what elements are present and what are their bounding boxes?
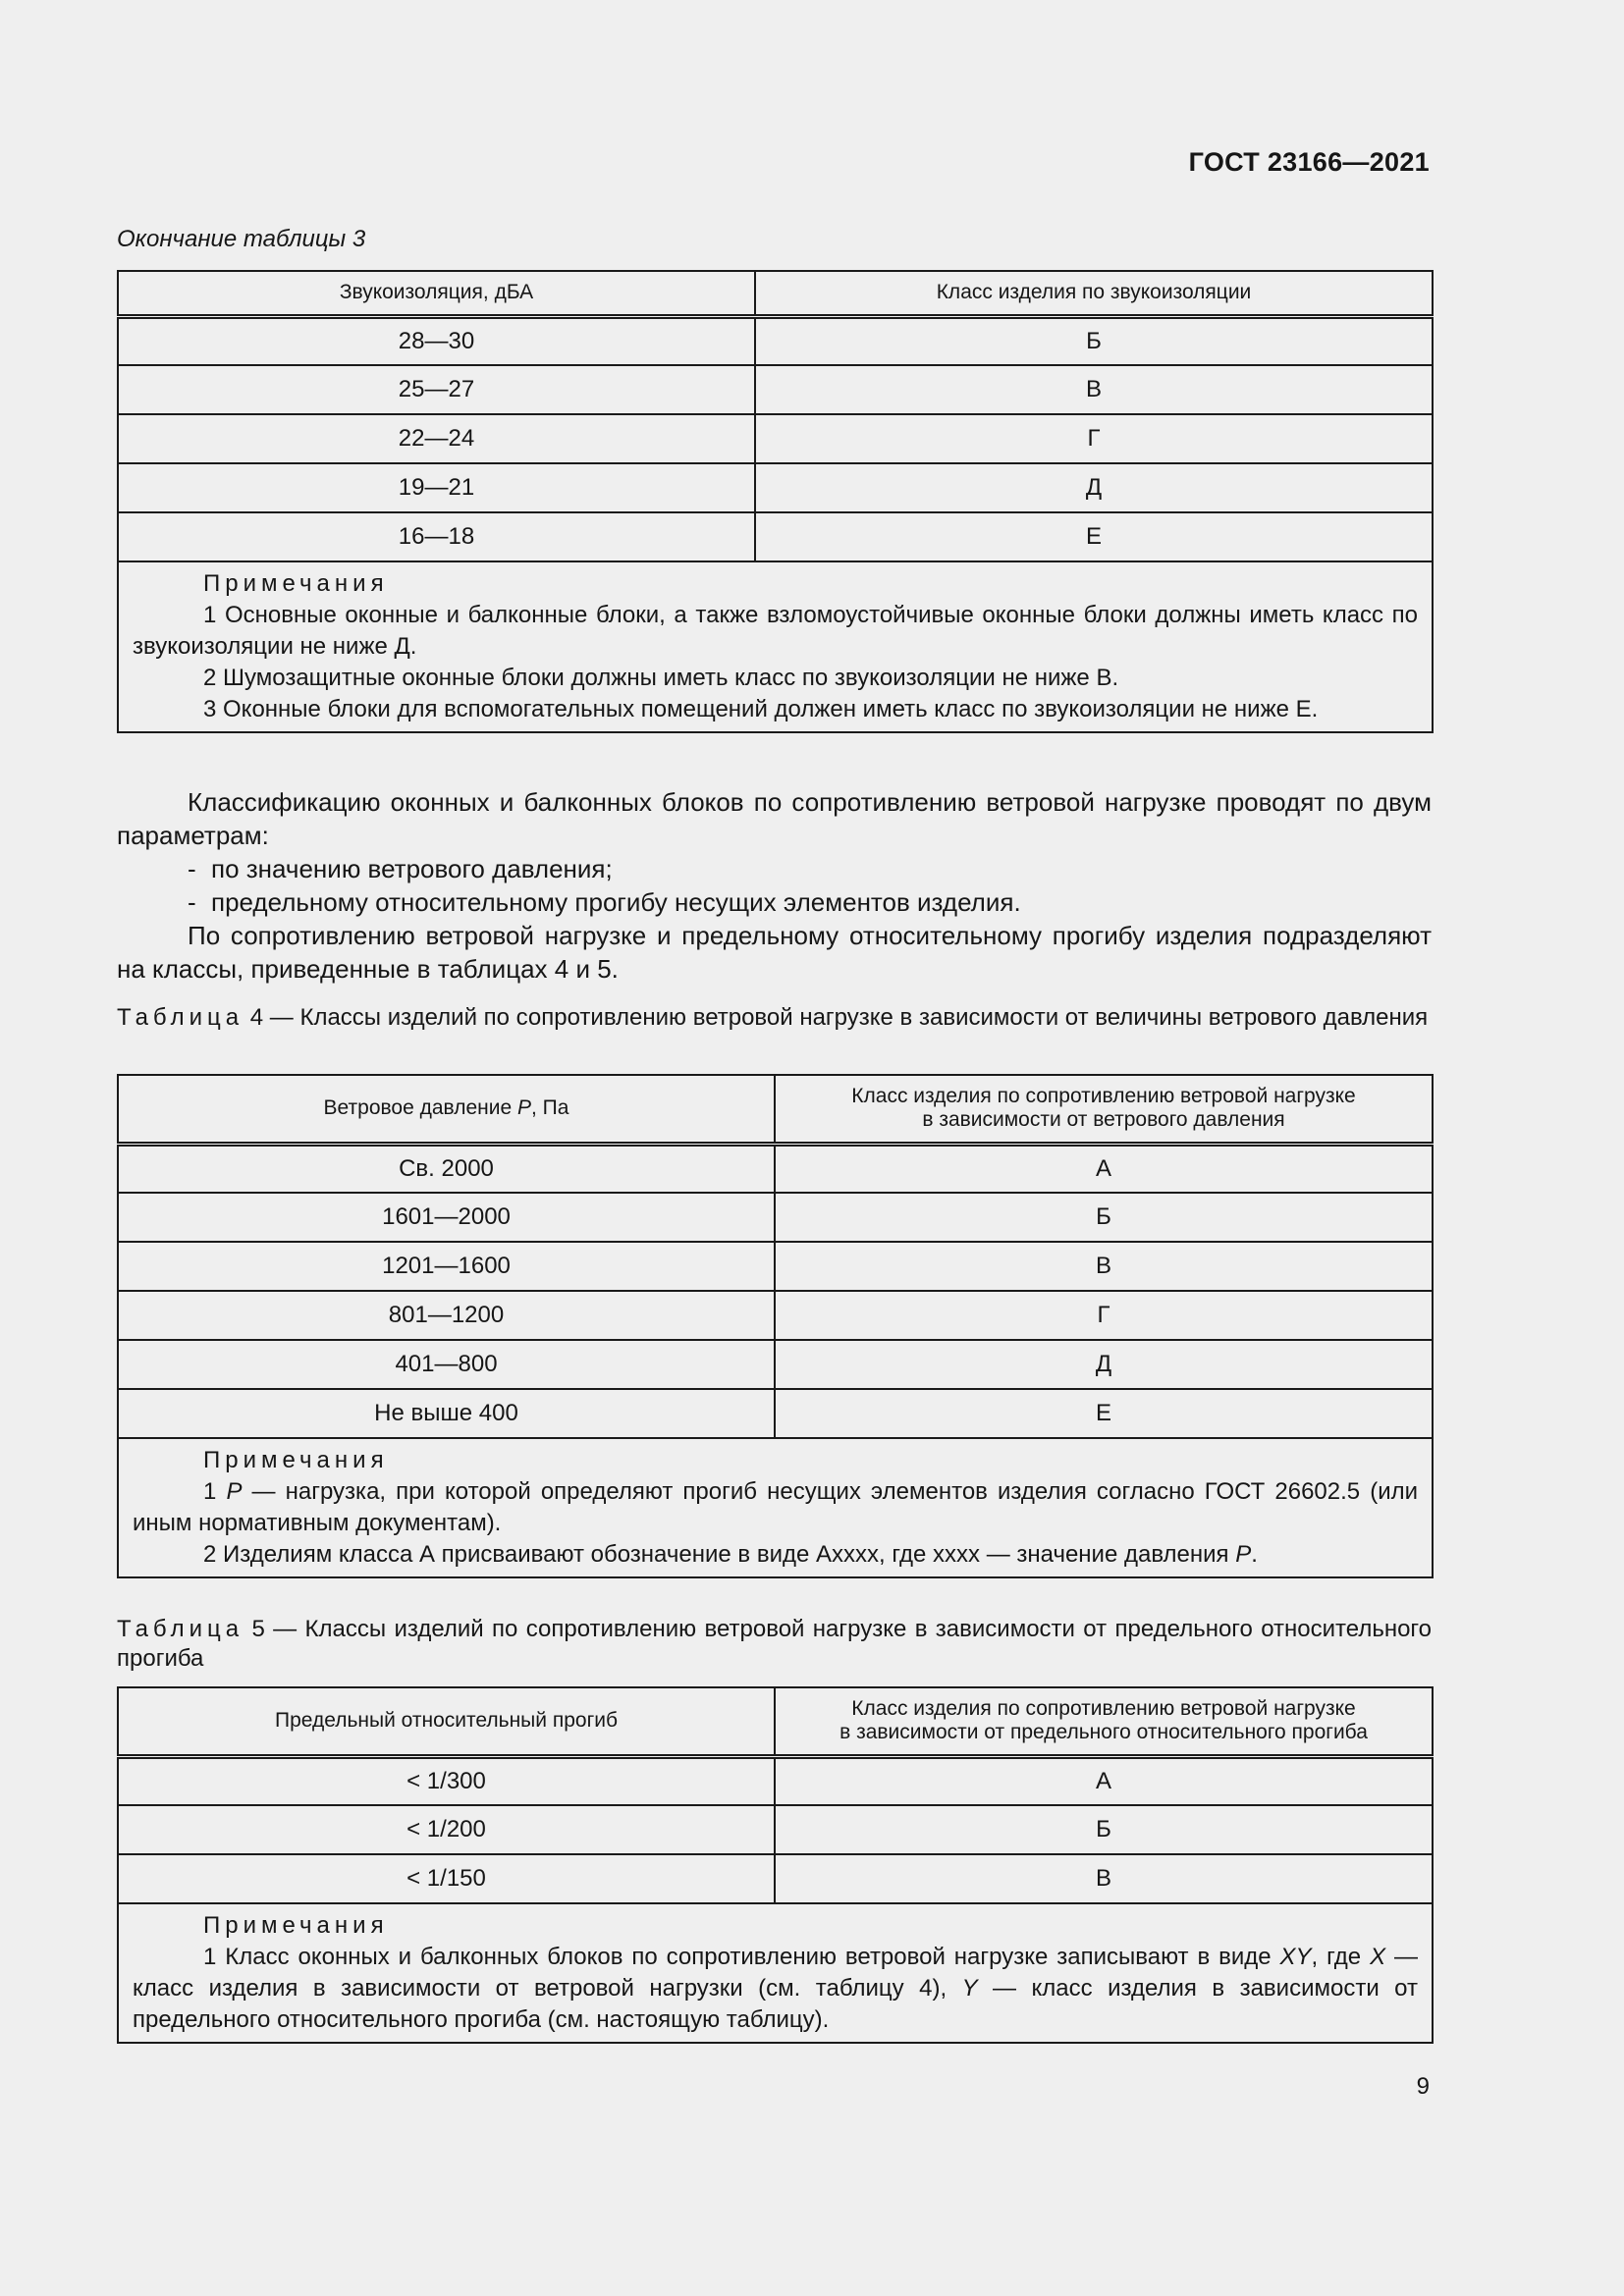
table-cell: < 1/200: [118, 1805, 775, 1854]
table-cell: < 1/150: [118, 1854, 775, 1903]
table-cell: Б: [775, 1193, 1433, 1242]
table-row: [118, 512, 1433, 561]
table-row: [118, 1389, 1433, 1438]
table-row: [118, 1756, 1433, 1805]
table-cell: А: [775, 1756, 1433, 1805]
notes-title: Примечания: [203, 570, 389, 597]
table-cell: Е: [755, 512, 1433, 561]
table-cell: 401—800: [118, 1340, 775, 1389]
column-header-deflection: Предельный относительный прогиб: [118, 1687, 775, 1756]
table-caption-text: 4 — Классы изделий по сопротивлению ветровой нагрузке в зависимости от величины ветрового давления: [249, 1004, 1429, 1031]
table-cell: Г: [775, 1291, 1433, 1340]
table-label: Таблица: [117, 1004, 244, 1031]
column-header-wind-pressure: Ветровое давление P, Па: [118, 1075, 775, 1144]
note-1: 1 Класс оконных и балконных блоков по сопротивлению ветровой нагрузке записывают в виде XY, где X — класс изделия в зависимости от ветровой нагрузки (см. таблицу 4), Y — класс изделия в зависимости от предельного относительного прогиба (см. настоящую таблицу).: [133, 1944, 1419, 2033]
table-caption-text: 5 — Классы изделий по сопротивлению ветровой нагрузке в зависимости от предельного относительного прогиба: [117, 1616, 1433, 1672]
list-item: [117, 852, 1432, 885]
notes-cell: [118, 1438, 1433, 1577]
table3-continuation-caption: Окончание таблицы 3: [117, 226, 366, 252]
table-header-row: [118, 1687, 1433, 1756]
note-1: 1 Основные оконные и балконные блоки, а также взломоустойчивые оконные блоки должны иметь класс по звукоизоляции не ниже Д.: [133, 602, 1418, 660]
note-2: 2 Изделиям класса А присваивают обозначение в виде Аxxxx, где xxxx — значение давления P.: [203, 1541, 1258, 1568]
list-item: [117, 885, 1432, 919]
table-row: [118, 1193, 1433, 1242]
table-cell: Е: [775, 1389, 1433, 1438]
table-cell: В: [775, 1242, 1433, 1291]
paragraph-classes: По сопротивлению ветровой нагрузке и предельному относительному прогибу изделия подразделяют на классы, приведенные в таблицах 4 и 5.: [117, 921, 1432, 984]
table-row: [118, 316, 1433, 365]
table-cell: 22—24: [118, 414, 755, 463]
table-row: [118, 1144, 1433, 1193]
table-cell: В: [775, 1854, 1433, 1903]
table-cell: В: [755, 365, 1433, 414]
dash-bullet: -: [188, 854, 196, 883]
table-cell: 1601—2000: [118, 1193, 775, 1242]
table-cell: 28—30: [118, 316, 755, 365]
body-text: [117, 785, 1432, 986]
table-label: Таблица: [117, 1616, 244, 1642]
table-cell: Г: [755, 414, 1433, 463]
note-3: 3 Оконные блоки для вспомогательных помещений должен иметь класс по звукоизоляции не ниже Е.: [203, 696, 1319, 722]
note-2: 2 Шумозащитные оконные блоки должны иметь класс по звукоизоляции не ниже В.: [203, 665, 1119, 691]
column-header-class: Класс изделия по звукоизоляции: [755, 271, 1433, 316]
table-row: [118, 463, 1433, 512]
page-number: 9: [1416, 2073, 1430, 2100]
note-1: 1 P — нагрузка, при которой определяют прогиб несущих элементов изделия согласно ГОСТ 26602.5 (или иным нормативным документам).: [133, 1478, 1419, 1536]
table-cell: Д: [755, 463, 1433, 512]
table-header-row: [118, 271, 1433, 316]
table-row: [118, 414, 1433, 463]
table-row: [118, 1854, 1433, 1903]
table-row: [118, 1242, 1433, 1291]
table-cell: Б: [775, 1805, 1433, 1854]
table-cell: 1201—1600: [118, 1242, 775, 1291]
table-cell: Б: [755, 316, 1433, 365]
column-header-sound-insulation: Звукоизоляция, дБА: [118, 271, 755, 316]
table-row: [118, 1805, 1433, 1854]
dash-bullet: -: [188, 887, 196, 917]
notes-row: [118, 1903, 1433, 2043]
table-cell: Св. 2000: [118, 1144, 775, 1193]
table-row: [118, 365, 1433, 414]
table-cell: 25—27: [118, 365, 755, 414]
table3: [117, 270, 1434, 733]
notes-title: Примечания: [203, 1912, 389, 1939]
table-cell: А: [775, 1144, 1433, 1193]
list-item-text: по значению ветрового давления;: [211, 854, 613, 883]
table5-caption: [117, 1615, 1432, 1674]
table-row: [118, 1340, 1433, 1389]
column-header-class: Класс изделия по сопротивлению ветровой нагрузке в зависимости от ветрового давления: [775, 1075, 1433, 1144]
table-cell: 801—1200: [118, 1291, 775, 1340]
table-cell: Д: [775, 1340, 1433, 1389]
table-row: [118, 1291, 1433, 1340]
table4: [117, 1074, 1434, 1578]
notes-cell: [118, 1903, 1433, 2043]
list-item-text: предельному относительному прогибу несущих элементов изделия.: [211, 887, 1021, 917]
notes-title: Примечания: [203, 1447, 389, 1473]
table5: [117, 1686, 1434, 2044]
table-cell: 16—18: [118, 512, 755, 561]
table-cell: 19—21: [118, 463, 755, 512]
notes-row: [118, 1438, 1433, 1577]
paragraph-classification: Классификацию оконных и балконных блоков по сопротивлению ветровой нагрузке проводят по двум параметрам:: [117, 787, 1432, 850]
notes-cell: [118, 561, 1433, 732]
table4-caption: [117, 1003, 1432, 1033]
table-cell: Не выше 400: [118, 1389, 775, 1438]
column-header-class: Класс изделия по сопротивлению ветровой нагрузке в зависимости от предельного относительного прогиба: [775, 1687, 1433, 1756]
standard-code: ГОСТ 23166—2021: [1188, 147, 1430, 177]
table-cell: < 1/300: [118, 1756, 775, 1805]
notes-row: [118, 561, 1433, 732]
table-header-row: [118, 1075, 1433, 1144]
